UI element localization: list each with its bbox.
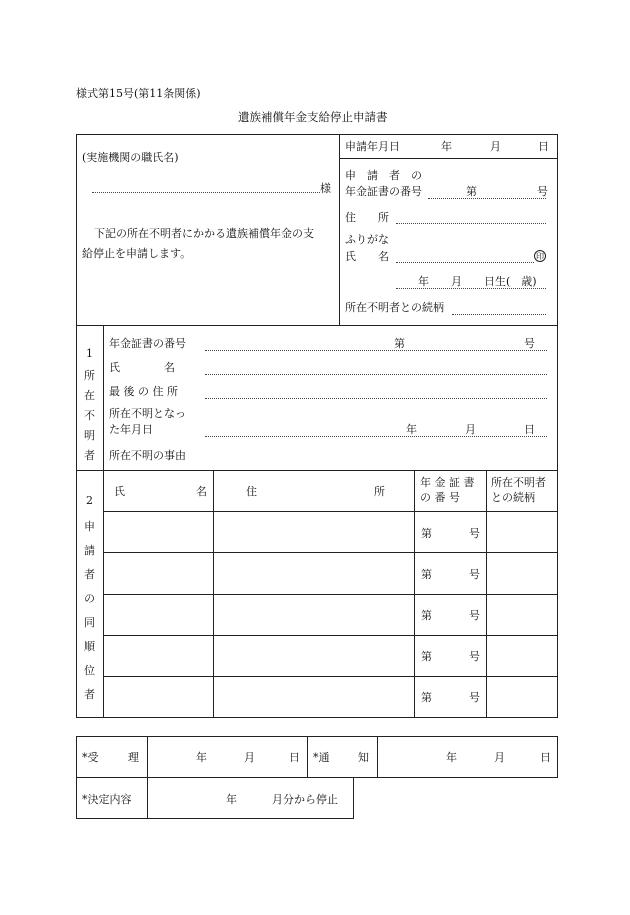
seal-mark: 印	[536, 252, 544, 261]
applicant-cert-dai: 第	[466, 185, 477, 198]
row1-go: 号	[469, 527, 480, 540]
application-date-label: 申請年月日	[345, 140, 400, 153]
missing-cert-go: 号	[524, 337, 535, 350]
missing-name-label: 氏 名	[109, 361, 175, 374]
sama-label: 様	[320, 182, 331, 195]
notice-day: 日	[540, 751, 551, 764]
notice-label-a: *通	[313, 751, 330, 764]
relation-label: 所在不明者との続柄	[345, 301, 444, 314]
row3-go: 号	[469, 609, 480, 622]
receipt-month: 月	[244, 751, 255, 764]
missing-date-year: 年	[406, 423, 417, 436]
missing-date-label-2: た年月日	[109, 423, 153, 436]
receipt-label-b: 理	[128, 751, 139, 764]
col-relation-line1: 所在不明者	[491, 476, 546, 489]
notice-month: 月	[494, 751, 505, 764]
missing-reason-label: 所在不明の事由	[109, 449, 186, 462]
form-title: 遺族補償年金支給停止申請書	[238, 110, 388, 124]
missing-cert-dai: 第	[394, 337, 405, 350]
form-number: 様式第15号(第11条関係)	[76, 87, 201, 100]
col-name-b: 名	[196, 485, 207, 498]
applicant-label-2: 年金証書の番号	[345, 185, 422, 198]
row4-go: 号	[469, 650, 480, 663]
col-relation-line2: との続柄	[491, 491, 535, 504]
row2-go: 号	[469, 568, 480, 581]
missing-cert-label: 年金証書の番号	[109, 337, 186, 350]
row5-dai: 第	[421, 691, 432, 704]
applicant-label-1: 申 請 者 の	[345, 169, 422, 182]
row4-dai: 第	[421, 650, 432, 663]
section1-vertical-label: 1 所 在 不 明 者	[84, 347, 95, 462]
missing-date-month: 月	[465, 423, 476, 436]
request-text-line2: 給停止を申請します。	[82, 247, 192, 260]
date-day: 日	[538, 140, 549, 153]
notice-label-b: 知	[358, 751, 369, 764]
date-year: 年	[441, 140, 452, 153]
row3-dai: 第	[421, 609, 432, 622]
row5-go: 号	[469, 691, 480, 704]
missing-date-label-1: 所在不明となっ	[109, 407, 186, 420]
decision-year: 年	[226, 793, 237, 806]
request-text-line1: 下記の所在不明者にかかる遺族補償年金の支	[94, 227, 314, 240]
col-address-b: 所	[374, 485, 385, 498]
col-cert-line2: の 番 号	[420, 491, 460, 504]
furigana-label: ふりがな	[345, 233, 389, 246]
col-name-a: 氏	[114, 485, 125, 498]
receipt-year: 年	[196, 751, 207, 764]
decision-label: *決定内容	[82, 793, 132, 806]
receipt-label-a: *受	[82, 751, 99, 764]
birth-date-label: 年 月 日生( 歳)	[418, 275, 537, 288]
applicant-address-label: 住 所	[345, 211, 389, 224]
receipt-day: 日	[289, 751, 300, 764]
decision-suffix: 月分から停止	[272, 793, 338, 806]
missing-date-day: 日	[524, 423, 535, 436]
applicant-cert-go: 号	[537, 185, 548, 198]
row2-dai: 第	[421, 568, 432, 581]
notice-year: 年	[446, 751, 457, 764]
agency-label: (実施機関の職氏名)	[82, 151, 179, 164]
section2-vertical-label: 2 申 請 者 の 同 順 位 者	[84, 494, 95, 701]
row1-dai: 第	[421, 527, 432, 540]
applicant-name-label: 氏 名	[345, 250, 389, 263]
col-address-a: 住	[246, 485, 257, 498]
col-cert-line1: 年 金 証 書	[420, 476, 475, 489]
date-month: 月	[490, 140, 501, 153]
missing-last-address-label: 最 後 の 住 所	[109, 385, 178, 398]
